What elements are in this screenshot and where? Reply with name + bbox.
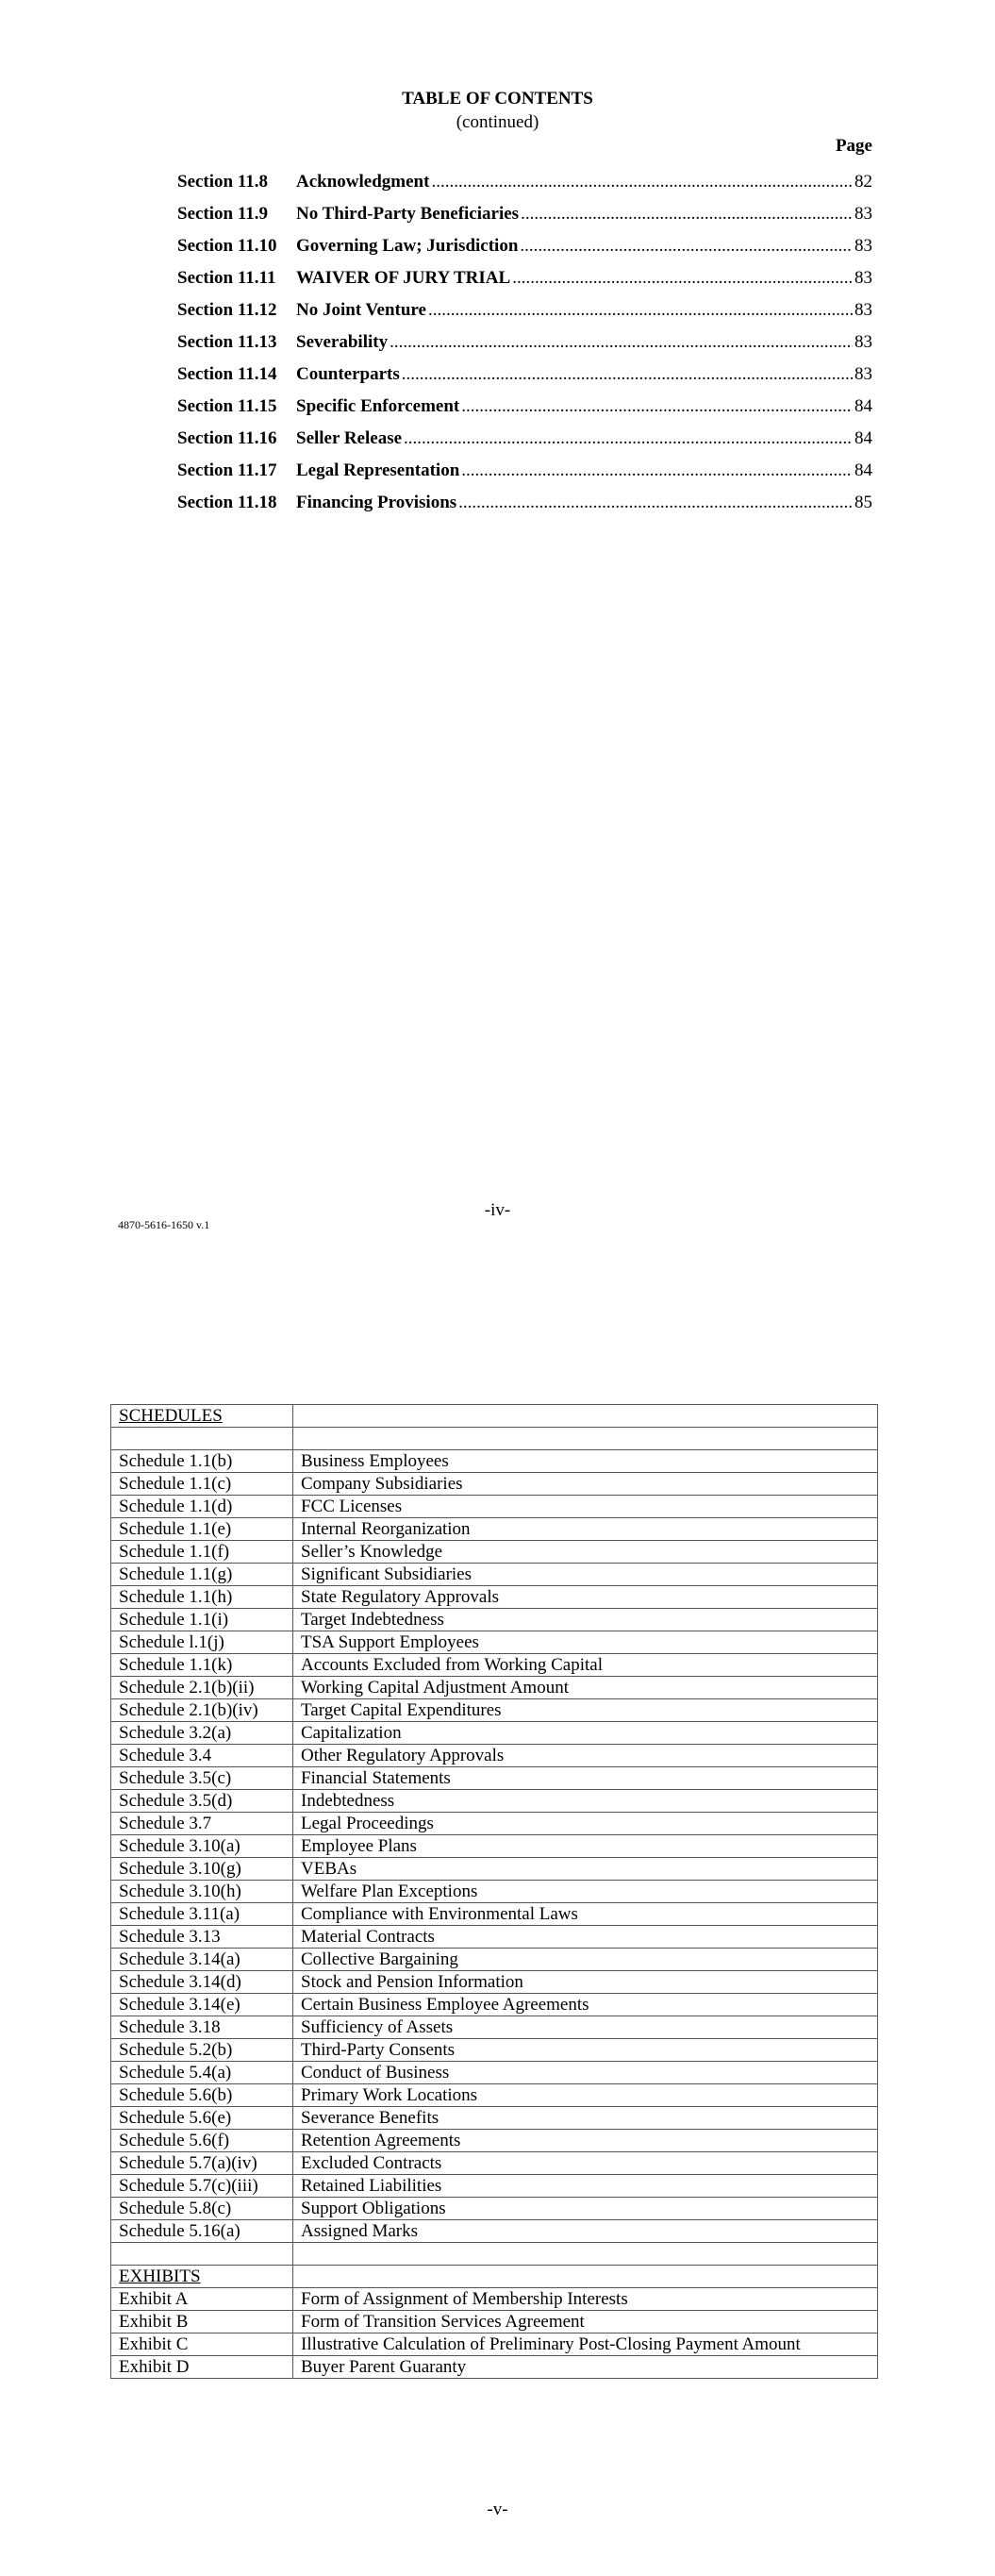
schedule-title: Conduct of Business	[293, 2062, 878, 2084]
empty-cell	[293, 1405, 878, 1428]
toc-entry-page: 84	[854, 396, 872, 416]
toc-entry-page: 82	[854, 172, 872, 192]
schedule-id: Schedule 1.1(b)	[111, 1450, 293, 1473]
schedule-id: Schedule l.1(j)	[111, 1631, 293, 1654]
toc-title: TABLE OF CONTENTS	[402, 89, 593, 109]
schedule-title: Accounts Excluded from Working Capital	[293, 1654, 878, 1677]
table-row	[111, 1994, 878, 2016]
table-row	[111, 1496, 878, 1518]
toc-entry-page: 83	[854, 268, 872, 288]
toc-entry-number: Section 11.10	[177, 236, 277, 256]
empty-cell	[293, 2266, 878, 2288]
schedule-id: Schedule 5.6(b)	[111, 2084, 293, 2107]
toc-entry[interactable]	[177, 363, 872, 395]
dot-leader	[458, 492, 853, 514]
schedule-id: Schedule 5.7(a)(iv)	[111, 2152, 293, 2175]
toc-entry-number: Section 11.18	[177, 493, 277, 512]
toc-entry-page: 83	[854, 236, 872, 256]
exhibit-title: Form of Assignment of Membership Interests	[293, 2288, 878, 2311]
schedule-id: Schedule 5.4(a)	[111, 2062, 293, 2084]
toc-entry[interactable]	[177, 395, 872, 427]
schedule-title: Financial Statements	[293, 1767, 878, 1790]
toc-entry[interactable]	[177, 299, 872, 331]
toc-entry-number: Section 11.12	[177, 300, 277, 320]
schedule-id: Schedule 3.10(g)	[111, 1858, 293, 1881]
table-row	[111, 1949, 878, 1971]
table-row	[111, 2152, 878, 2175]
schedule-id: Schedule 3.14(a)	[111, 1949, 293, 1971]
toc-subtitle: (continued)	[456, 112, 539, 132]
table-row	[111, 2243, 878, 2266]
table-row	[111, 2266, 878, 2288]
schedule-id: Schedule 1.1(c)	[111, 1473, 293, 1496]
schedule-id: Schedule 2.1(b)(ii)	[111, 1677, 293, 1699]
table-row	[111, 1767, 878, 1790]
schedule-title: FCC Licenses	[293, 1496, 878, 1518]
schedule-title: Significant Subsidiaries	[293, 1564, 878, 1586]
table-row	[111, 1745, 878, 1767]
dot-leader	[390, 331, 853, 354]
schedule-id: Schedule 1.1(f)	[111, 1541, 293, 1564]
table-row	[111, 2016, 878, 2039]
schedules-exhibits-table	[110, 1404, 878, 2379]
table-row	[111, 1971, 878, 1994]
dot-leader	[461, 395, 853, 418]
table-row	[111, 1405, 878, 1428]
schedule-title: Sufficiency of Assets	[293, 2016, 878, 2039]
toc-entry-name: No Joint Venture	[296, 300, 426, 320]
table-row	[111, 1631, 878, 1654]
schedule-title: TSA Support Employees	[293, 1631, 878, 1654]
dot-leader	[404, 427, 853, 450]
toc-entry[interactable]	[177, 203, 872, 235]
toc-entry-name: Counterparts	[296, 364, 400, 384]
table-row	[111, 2107, 878, 2130]
schedules-heading: SCHEDULES	[111, 1405, 293, 1428]
schedule-title: VEBAs	[293, 1858, 878, 1881]
schedule-title: Company Subsidiaries	[293, 1473, 878, 1496]
dot-leader	[521, 203, 853, 226]
schedule-title: Certain Business Employee Agreements	[293, 1994, 878, 2016]
dot-leader	[431, 171, 853, 193]
toc-entry-name: Specific Enforcement	[296, 396, 460, 416]
schedule-id: Schedule 3.5(c)	[111, 1767, 293, 1790]
schedule-title: Other Regulatory Approvals	[293, 1745, 878, 1767]
schedule-title: Business Employees	[293, 1450, 878, 1473]
schedule-id: Schedule 2.1(b)(iv)	[111, 1699, 293, 1722]
schedule-title: Excluded Contracts	[293, 2152, 878, 2175]
toc-entry-name: Legal Representation	[296, 460, 460, 480]
schedule-title: Employee Plans	[293, 1835, 878, 1858]
empty-cell	[111, 1428, 293, 1450]
table-row	[111, 1858, 878, 1881]
table-row	[111, 2333, 878, 2356]
table-row	[111, 1473, 878, 1496]
schedule-id: Schedule 3.18	[111, 2016, 293, 2039]
schedule-id: Schedule 3.5(d)	[111, 1790, 293, 1813]
table-row	[111, 2175, 878, 2198]
table-row	[111, 1586, 878, 1609]
schedule-id: Schedule 3.4	[111, 1745, 293, 1767]
exhibit-title: Buyer Parent Guaranty	[293, 2356, 878, 2379]
schedule-id: Schedule 1.1(g)	[111, 1564, 293, 1586]
schedule-title: Legal Proceedings	[293, 1813, 878, 1835]
schedule-title: Retained Liabilities	[293, 2175, 878, 2198]
schedule-id: Schedule 1.1(h)	[111, 1586, 293, 1609]
schedule-id: Schedule 3.14(e)	[111, 1994, 293, 2016]
table-row	[111, 1609, 878, 1631]
exhibit-id: Exhibit D	[111, 2356, 293, 2379]
toc-entry-number: Section 11.11	[177, 268, 276, 288]
dot-leader	[461, 460, 853, 482]
schedule-id: Schedule 3.13	[111, 1926, 293, 1949]
exhibit-title: Form of Transition Services Agreement	[293, 2311, 878, 2333]
table-row	[111, 2220, 878, 2243]
toc-entry[interactable]	[177, 235, 872, 267]
table-row	[111, 1903, 878, 1926]
schedule-id: Schedule 1.1(d)	[111, 1496, 293, 1518]
table-row	[111, 2288, 878, 2311]
toc-entry-page: 85	[854, 493, 872, 512]
table-row	[111, 1450, 878, 1473]
schedule-id: Schedule 1.1(k)	[111, 1654, 293, 1677]
table-row	[111, 1790, 878, 1813]
table-row	[111, 1654, 878, 1677]
toc-entry[interactable]	[177, 492, 872, 524]
schedule-title: Primary Work Locations	[293, 2084, 878, 2107]
table-row	[111, 2311, 878, 2333]
toc-entry[interactable]	[177, 267, 872, 299]
empty-cell	[293, 1428, 878, 1450]
table-row	[111, 2039, 878, 2062]
schedule-id: Schedule 1.1(i)	[111, 1609, 293, 1631]
toc-entry-number: Section 11.13	[177, 332, 277, 352]
toc-entry-number: Section 11.14	[177, 364, 277, 384]
table-row	[111, 1926, 878, 1949]
dot-leader	[402, 363, 853, 386]
schedule-title: Support Obligations	[293, 2198, 878, 2220]
table-row	[111, 1813, 878, 1835]
toc-entry-page: 83	[854, 300, 872, 320]
schedule-title: Welfare Plan Exceptions	[293, 1881, 878, 1903]
exhibit-id: Exhibit A	[111, 2288, 293, 2311]
toc-entry-name: Seller Release	[296, 428, 403, 448]
table-row	[111, 1428, 878, 1450]
schedule-title: Collective Bargaining	[293, 1949, 878, 1971]
toc-entry[interactable]	[177, 171, 872, 203]
toc-entry[interactable]	[177, 460, 872, 492]
table-row	[111, 1564, 878, 1586]
schedule-id: Schedule 5.6(f)	[111, 2130, 293, 2152]
table-row	[111, 1518, 878, 1541]
toc-entry-page: 84	[854, 460, 872, 480]
table-row	[111, 1722, 878, 1745]
schedule-id: Schedule 5.8(c)	[111, 2198, 293, 2220]
toc-list	[177, 171, 872, 524]
schedule-id: Schedule 5.7(c)(iii)	[111, 2175, 293, 2198]
document-id: 4870-5616-1650 v.1	[118, 1218, 210, 1231]
exhibit-id: Exhibit B	[111, 2311, 293, 2333]
table-row	[111, 1835, 878, 1858]
schedule-id: Schedule 3.14(d)	[111, 1971, 293, 1994]
table-row	[111, 2130, 878, 2152]
schedule-title: Material Contracts	[293, 1926, 878, 1949]
schedule-title: Severance Benefits	[293, 2107, 878, 2130]
toc-entry[interactable]	[177, 331, 872, 363]
schedule-id: Schedule 3.10(a)	[111, 1835, 293, 1858]
schedule-title: Assigned Marks	[293, 2220, 878, 2243]
table-row	[111, 2062, 878, 2084]
toc-entry-number: Section 11.17	[177, 460, 277, 480]
schedule-title: Target Capital Expenditures	[293, 1699, 878, 1722]
toc-entry-number: Section 11.8	[177, 172, 269, 192]
toc-entry-number: Section 11.15	[177, 396, 277, 416]
schedule-title: Compliance with Environmental Laws	[293, 1903, 878, 1926]
empty-cell	[111, 2243, 293, 2266]
toc-entry-name: Financing Provisions	[296, 493, 457, 512]
toc-entry[interactable]	[177, 427, 872, 460]
schedule-id: Schedule 5.2(b)	[111, 2039, 293, 2062]
schedule-id: Schedule 5.16(a)	[111, 2220, 293, 2243]
page-number-iv: -iv-	[484, 1200, 511, 1220]
schedule-id: Schedule 1.1(e)	[111, 1518, 293, 1541]
page-number-v: -v-	[487, 2500, 508, 2519]
schedule-title: Indebtedness	[293, 1790, 878, 1813]
table-row	[111, 1677, 878, 1699]
schedule-id: Schedule 3.2(a)	[111, 1722, 293, 1745]
toc-entry-page: 83	[854, 204, 872, 224]
dot-leader	[512, 267, 853, 290]
empty-cell	[293, 2243, 878, 2266]
table-row	[111, 1881, 878, 1903]
schedule-title: Seller’s Knowledge	[293, 1541, 878, 1564]
schedule-title: Third-Party Consents	[293, 2039, 878, 2062]
schedule-id: Schedule 5.6(e)	[111, 2107, 293, 2130]
schedule-id: Schedule 3.10(h)	[111, 1881, 293, 1903]
table-row	[111, 1541, 878, 1564]
table-row	[111, 2084, 878, 2107]
schedule-title: Retention Agreements	[293, 2130, 878, 2152]
schedule-title: Target Indebtedness	[293, 1609, 878, 1631]
dot-leader	[520, 235, 853, 258]
schedule-title: Internal Reorganization	[293, 1518, 878, 1541]
schedule-title: Capitalization	[293, 1722, 878, 1745]
toc-entry-page: 84	[854, 428, 872, 448]
schedule-title: Stock and Pension Information	[293, 1971, 878, 1994]
schedule-id: Schedule 3.11(a)	[111, 1903, 293, 1926]
toc-entry-name: Acknowledgment	[296, 172, 430, 192]
toc-entry-number: Section 11.9	[177, 204, 269, 224]
schedule-title: State Regulatory Approvals	[293, 1586, 878, 1609]
toc-entry-name: WAIVER OF JURY TRIAL	[296, 268, 511, 288]
toc-entry-name: Severability	[296, 332, 389, 352]
schedule-id: Schedule 3.7	[111, 1813, 293, 1835]
exhibit-id: Exhibit C	[111, 2333, 293, 2356]
schedule-title: Working Capital Adjustment Amount	[293, 1677, 878, 1699]
dot-leader	[428, 299, 853, 322]
exhibits-heading: EXHIBITS	[111, 2266, 293, 2288]
exhibit-title: Illustrative Calculation of Preliminary Post-Closing Payment Amount	[293, 2333, 878, 2356]
toc-entry-page: 83	[854, 332, 872, 352]
table-row	[111, 2356, 878, 2379]
toc-entry-number: Section 11.16	[177, 428, 277, 448]
table-row	[111, 2198, 878, 2220]
toc-entry-name: Governing Law; Jurisdiction	[296, 236, 519, 256]
toc-entry-name: No Third-Party Beneficiaries	[296, 204, 520, 224]
toc-page-column-header: Page	[835, 136, 872, 156]
toc-entry-page: 83	[854, 364, 872, 384]
table-row	[111, 1699, 878, 1722]
